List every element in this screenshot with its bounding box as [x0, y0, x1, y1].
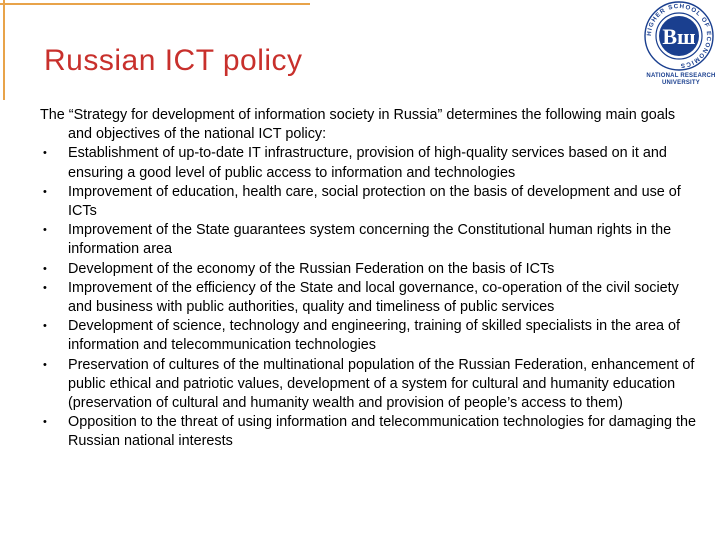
bullet-icon: •: [43, 185, 47, 198]
logo-ring-text: HIGHER SCHOOL OF ECONOMICS: [645, 2, 713, 70]
logo-caption-line1: NATIONAL RESEARCH: [646, 73, 716, 79]
list-item: [40, 260, 700, 279]
list-item: [40, 413, 700, 451]
bullet-icon: •: [43, 224, 47, 237]
corner-rule-left: [3, 0, 5, 100]
list-item: [40, 279, 700, 317]
bullet-icon: •: [43, 320, 47, 333]
bullet-icon: •: [43, 358, 47, 371]
goal-text: Preservation of cultures of the multinational population of the Russian Federation, enhancement of public ethical and patriotic values, development of a system for cultural and humanity education (preservation of cultural and humanity wealth and provision of people’s access to them): [68, 356, 695, 412]
bullet-icon: •: [43, 281, 47, 294]
list-item: [40, 317, 700, 355]
logo-caption: [646, 73, 716, 87]
list-item: [40, 183, 700, 221]
list-item: [40, 221, 700, 259]
goal-text: Improvement of education, health care, social protection on the basis of development and use of ICTs: [68, 183, 681, 220]
goal-text: Opposition to the threat of using information and telecommunication technologies for damaging the Russian national interests: [68, 414, 696, 450]
logo-caption-line2: UNIVERSITY: [661, 80, 700, 86]
list-item: [40, 356, 700, 414]
intro-paragraph: The “Strategy for development of information society in Russia” determines the following main goals and objectives of the national ICT policy:: [40, 107, 676, 143]
goal-text: Development of the economy of the Russian Federation on the basis of ICTs: [68, 260, 555, 277]
goal-text: Improvement of the State guarantees system concerning the Constitutional human rights in the information area: [68, 222, 672, 258]
slide-body: [40, 106, 700, 452]
bullet-icon: •: [43, 416, 47, 429]
logo-monogram: Вш: [662, 24, 696, 49]
slide-title: Russian ICT policy: [44, 44, 303, 77]
bullet-icon: •: [43, 262, 47, 275]
goal-text: Establishment of up-to-date IT infrastructure, provision of high-quality services based on it and ensuring a good level of public access to information and technologies: [68, 145, 667, 181]
corner-rule-top: [0, 3, 310, 5]
goal-text: Development of science, technology and engineering, training of skilled specialists in the area of information and telecommunication technologies: [68, 318, 680, 354]
goal-text: Improvement of the efficiency of the State and local governance, co-operation of the civil society and business with public authorities, quality and timeliness of public services: [68, 279, 679, 316]
university-seal-icon: [640, 0, 718, 72]
bullet-icon: •: [43, 147, 47, 160]
goals-list: [40, 144, 700, 451]
list-item: [40, 144, 700, 182]
